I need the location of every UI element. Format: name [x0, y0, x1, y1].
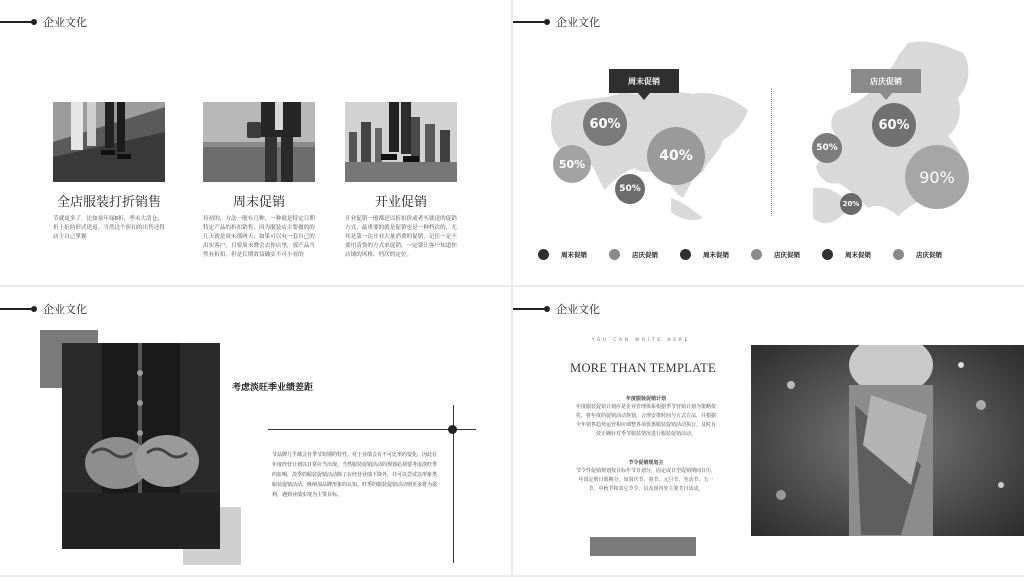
bubble-60-right: 60% [872, 103, 916, 147]
bubble-40: 40% [647, 127, 705, 185]
legend [538, 249, 978, 260]
header-line [513, 308, 545, 310]
promo-column-weekend [203, 102, 315, 260]
tag-weekend: 周末促销 [609, 69, 679, 93]
legend-dot [680, 249, 691, 260]
legend-item: 周末促销 [822, 249, 871, 260]
promo-title: 全店服装打折销售 [56, 195, 161, 210]
section-title: 企业文化 [43, 16, 87, 29]
paragraph-1: 年度服装促销计划应是企业管理体系根据季节营销计划为策略依托，将年度的促销活动规划，合理安排时间与方式方法，并根据全年销售趋势运营相应调整各项优惠服装促销活动执行，及时有效正确针对季节服装情况进行服装促销活动。 [575, 404, 716, 437]
photo-tattoo-hands [62, 343, 220, 549]
photo-stairs [53, 102, 165, 182]
legend-dot [893, 249, 904, 260]
legend-item: 店庆促销 [609, 249, 658, 260]
header-line [0, 21, 32, 23]
promo-column-opening [345, 102, 457, 260]
slide-sales-promotions[interactable] [0, 0, 511, 285]
header-line [513, 21, 545, 23]
bubble-50-right: 50% [812, 133, 842, 163]
photo-woman-scarf [751, 345, 1024, 536]
section-title: 企业文化 [556, 16, 600, 29]
rule-dot [448, 425, 457, 434]
section-title: 企业文化 [556, 303, 600, 316]
legend-item: 店庆促销 [751, 249, 800, 260]
section-header [0, 14, 87, 30]
header-dot [31, 306, 37, 312]
header-dot [544, 19, 550, 25]
slide-template[interactable] [513, 287, 1024, 575]
grey-bar-button[interactable] [590, 537, 696, 556]
bubble-90: 90% [905, 145, 969, 209]
slide-map-promotions[interactable] [513, 0, 1024, 285]
sub-heading-1: 年度服装促销计划 [625, 396, 666, 402]
kicker: YOU CAN WRITE HERE [591, 337, 691, 342]
divider-dotted [771, 88, 772, 216]
photo-city-walk [345, 102, 457, 182]
horizontal-rule [268, 429, 476, 430]
legend-dot [609, 249, 620, 260]
legend-dot [822, 249, 833, 260]
slide-seasonal[interactable] [0, 287, 511, 575]
legend-dot [538, 249, 549, 260]
paragraph-2: 节令性促销规划按目标年节日划分，固定或日型促销期间日历，年国定假日假期分，如国庆节、春节、元旦节、劳动节、五一节、中秋节和其它节令，以及国内外主要节日活动。 [575, 468, 716, 492]
template-title: MORE THAN TEMPLATE [570, 361, 716, 375]
promo-column-discount [53, 102, 165, 242]
bubble-50: 50% [553, 145, 591, 183]
bubble-50-small: 50% [615, 174, 645, 204]
promo-title: 周末促销 [232, 195, 285, 210]
section-header [513, 301, 600, 317]
header-dot [31, 19, 37, 25]
photo-businessman [203, 102, 315, 182]
promo-body: 开业促销一般都是以折扣价或者买就送的促销方式，最重要的就是促销也是一种档次的，尤其是第一次开业大量消费的促销，记住一定不要用清货的方式来促销，一定要让客户知道你店铺的风格、档次的定位。 [345, 216, 457, 258]
section-header [513, 14, 600, 30]
section-title: 企业文化 [43, 303, 87, 316]
legend-dot [751, 249, 762, 260]
promo-body: 待初的，方法一般有几种，一种就是特定日期特定产品的折扣销售，因为服装店主要做的的几天就是周末那两天，如果可以有一套自己的出实客户，只要周末叠会去你店里，那产品当然有折扣，但是长期效益确实不可小看的 [203, 216, 315, 258]
sub-heading-2: 节令促销规划主 [628, 460, 664, 466]
promo-title: 开业促销 [374, 195, 427, 210]
section-header [0, 301, 87, 317]
promo-body: 节就更多了，比如童年绿8折，季末大清仓，折上折的形式送返。当然这个折扣的出售还得店主自己掌握 [53, 216, 165, 240]
seasonal-body: 节品牌几乎都会有季节短期的特性。对于业绩会有不可比率的变化，因此在年度经营计划以日常应当出现。当然服装促销活动的规划必须要考虑淡旺季的影响，淡季的服装促销活动除了在经营业绩下降外，并可以尝试以形象类服装促销活动，吸纳加品牌形象的认知。旺季的服装促销活动则更多将为盈利，遇到业绩实现为主要目标。 [272, 452, 438, 498]
legend-item: 周末促销 [680, 249, 729, 260]
tag-anniversary: 店庆促销 [851, 69, 921, 93]
legend-item: 周末促销 [538, 249, 587, 260]
bubble-60: 60% [583, 102, 627, 146]
seasonal-heading: 考虑淡旺季业绩差距 [232, 383, 314, 393]
header-line [0, 308, 32, 310]
legend-item: 店庆促销 [893, 249, 942, 260]
header-dot [544, 306, 550, 312]
bubble-20: 20% [840, 193, 862, 215]
